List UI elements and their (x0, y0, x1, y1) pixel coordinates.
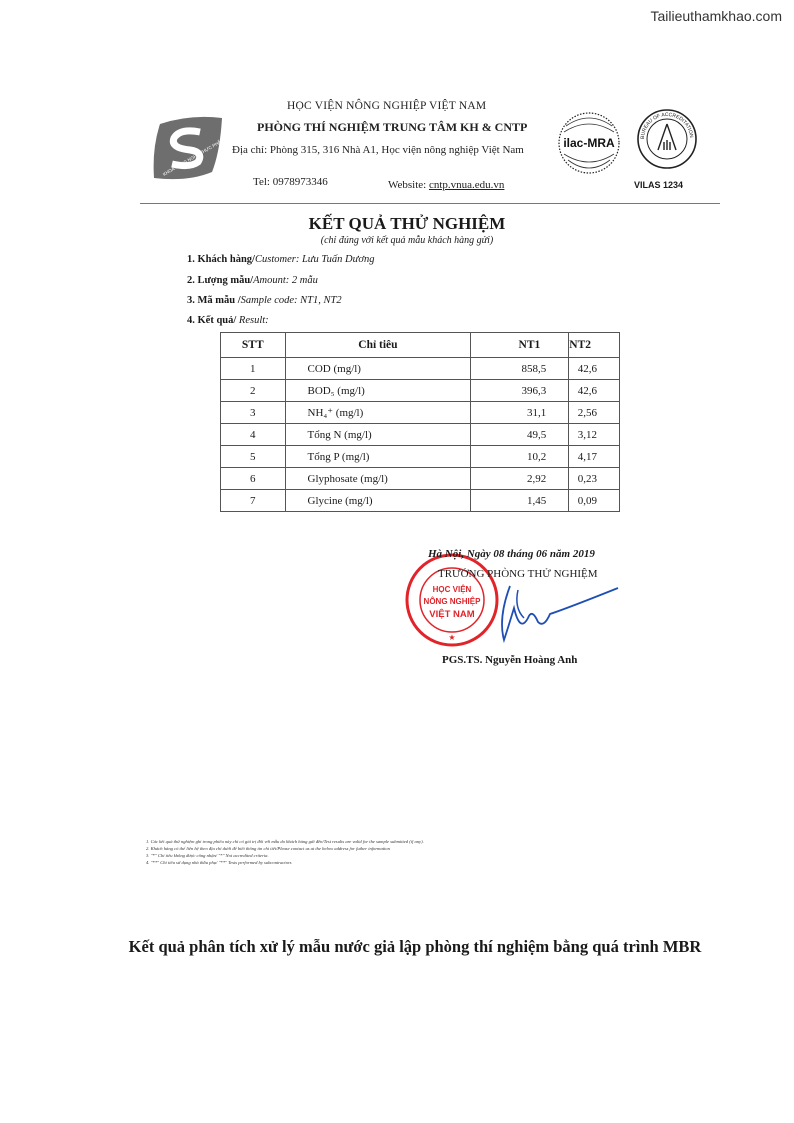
result-field: 4. Kết quả/ Result: (187, 315, 269, 326)
cell-nt1: 31,1 (471, 402, 569, 424)
signer-name: PGS.TS. Nguyễn Hoàng Anh (442, 654, 578, 666)
cell-indicator: Glyphosate (mg/l) (285, 468, 471, 490)
watermark: Tailieuthamkhao.com (650, 8, 782, 24)
svg-text:BUREAU OF ACCREDITATION: BUREAU OF ACCREDITATION (639, 111, 695, 140)
cell-nt1: 10,2 (471, 446, 569, 468)
footnote: 2. Khách hàng có thể liên hệ theo địa chỉ dưới để biết thông tin chi tiết/Please contact us at the below address for futher information (146, 846, 390, 851)
cell-stt: 6 (221, 468, 286, 490)
vilas-accreditation-icon (636, 108, 698, 170)
svg-text:ilac-MRA: ilac-MRA (563, 136, 615, 150)
cell-stt: 7 (221, 490, 286, 512)
cell-stt: 4 (221, 424, 286, 446)
cell-indicator: Glycine (mg/l) (285, 490, 471, 512)
svg-text:NÔNG NGHIỆP: NÔNG NGHIỆP (423, 597, 481, 606)
faculty-logo-icon (150, 112, 226, 184)
footnote: 3. "*" Chỉ tiêu không được công nhận/ "*" Not accredited criteria. (146, 853, 269, 858)
table-row (221, 446, 620, 468)
cell-nt1: 858,5 (471, 358, 569, 380)
ilac-mra-icon (556, 110, 622, 176)
lab-phone: Tel: 0978973346 (253, 176, 328, 188)
cell-stt: 1 (221, 358, 286, 380)
cell-nt2: 0,23 (569, 468, 620, 490)
lab-address: Địa chỉ: Phòng 315, 316 Nhà A1, Học viện nông nghiệp Việt Nam (232, 144, 524, 156)
cell-nt1: 396,3 (471, 380, 569, 402)
signature-date: Hà Nội, Ngày 08 tháng 06 năm 2019 (428, 548, 595, 560)
cell-indicator: COD (mg/l) (285, 358, 471, 380)
cell-stt: 5 (221, 446, 286, 468)
figure-caption: Kết quả phân tích xử lý mẫu nước giả lập phòng thí nghiệm bằng quá trình MBR (128, 937, 702, 956)
cell-nt1: 49,5 (471, 424, 569, 446)
cell-indicator: Tổng P (mg/l) (285, 446, 471, 468)
svg-text:VIỆT NAM: VIỆT NAM (429, 609, 475, 620)
header-nt1: NT1 (471, 333, 569, 358)
vilas-label: VILAS 1234 (634, 180, 684, 190)
website-link[interactable]: cntp.vnua.edu.vn (428, 179, 505, 191)
table-row (221, 424, 620, 446)
table-header-row (221, 333, 620, 358)
amount-field: 2. Lượng mẫu/Amount: 2 mẫu (187, 275, 318, 286)
cell-nt2: 42,6 (569, 380, 620, 402)
table-row (221, 358, 620, 380)
signer-role: TRƯỞNG PHÒNG THỬ NGHIỆM (438, 568, 598, 580)
cell-nt2: 2,56 (569, 402, 620, 424)
report-subtitle: (chỉ đúng với kết quả mẫu khách hàng gửi) (320, 235, 494, 246)
customer-field: 1. Khách hàng/Customer: Lưu Tuấn Dương (187, 254, 375, 265)
cell-nt2: 4,17 (569, 446, 620, 468)
svg-text:KHOA CÔNG NGHỆ THỰC PHẨM: KHOA CÔNG NGHỆ THỰC PHẨM (162, 137, 226, 177)
header-stt: STT (221, 333, 286, 358)
svg-text:★: ★ (448, 633, 456, 642)
cell-indicator: NH₄⁺ (mg/l) (285, 402, 471, 424)
website-label: Website: (388, 179, 429, 191)
lab-name: PHÒNG THÍ NGHIỆM TRUNG TÂM KH & CNTP (257, 120, 528, 134)
lab-website (388, 179, 504, 191)
cell-nt2: 3,12 (569, 424, 620, 446)
header-indicator: Chỉ tiêu (285, 333, 471, 358)
table-row (221, 402, 620, 424)
cell-stt: 3 (221, 402, 286, 424)
table-row (221, 468, 620, 490)
cell-stt: 2 (221, 380, 286, 402)
cell-nt2: 42,6 (569, 358, 620, 380)
cell-indicator: Tổng N (mg/l) (285, 424, 471, 446)
footnotes (146, 838, 424, 866)
sample-code-field: 3. Mã mẫu /Sample code: NT1, NT2 (187, 295, 342, 306)
cell-indicator: BOD₅ (mg/l) (285, 380, 471, 402)
cell-nt1: 1,45 (471, 490, 569, 512)
footnote: 4. "**" Chỉ tiêu sử dụng nhà thầu phụ/ "**" Tests performed by subcontractors (146, 860, 292, 865)
header-nt2: NT2 (569, 333, 620, 358)
header-divider (140, 203, 720, 204)
table-row (221, 380, 620, 402)
svg-text:HỌC VIỆN: HỌC VIỆN (432, 585, 472, 594)
results-table (220, 332, 620, 512)
footnote: 1. Các kết quả thử nghiệm ghi trong phiếu này chỉ có giá trị đối với mẫu do khách hàng gửi đến/Test results are valid for the sample submitted (if any). (146, 839, 424, 844)
report-title: KẾT QUẢ THỬ NGHIỆM (308, 214, 506, 233)
institution-name: HỌC VIỆN NÔNG NGHIỆP VIỆT NAM (287, 100, 487, 112)
handwritten-signature-icon (478, 578, 638, 648)
cell-nt1: 2,92 (471, 468, 569, 490)
cell-nt2: 0,09 (569, 490, 620, 512)
table-row (221, 490, 620, 512)
